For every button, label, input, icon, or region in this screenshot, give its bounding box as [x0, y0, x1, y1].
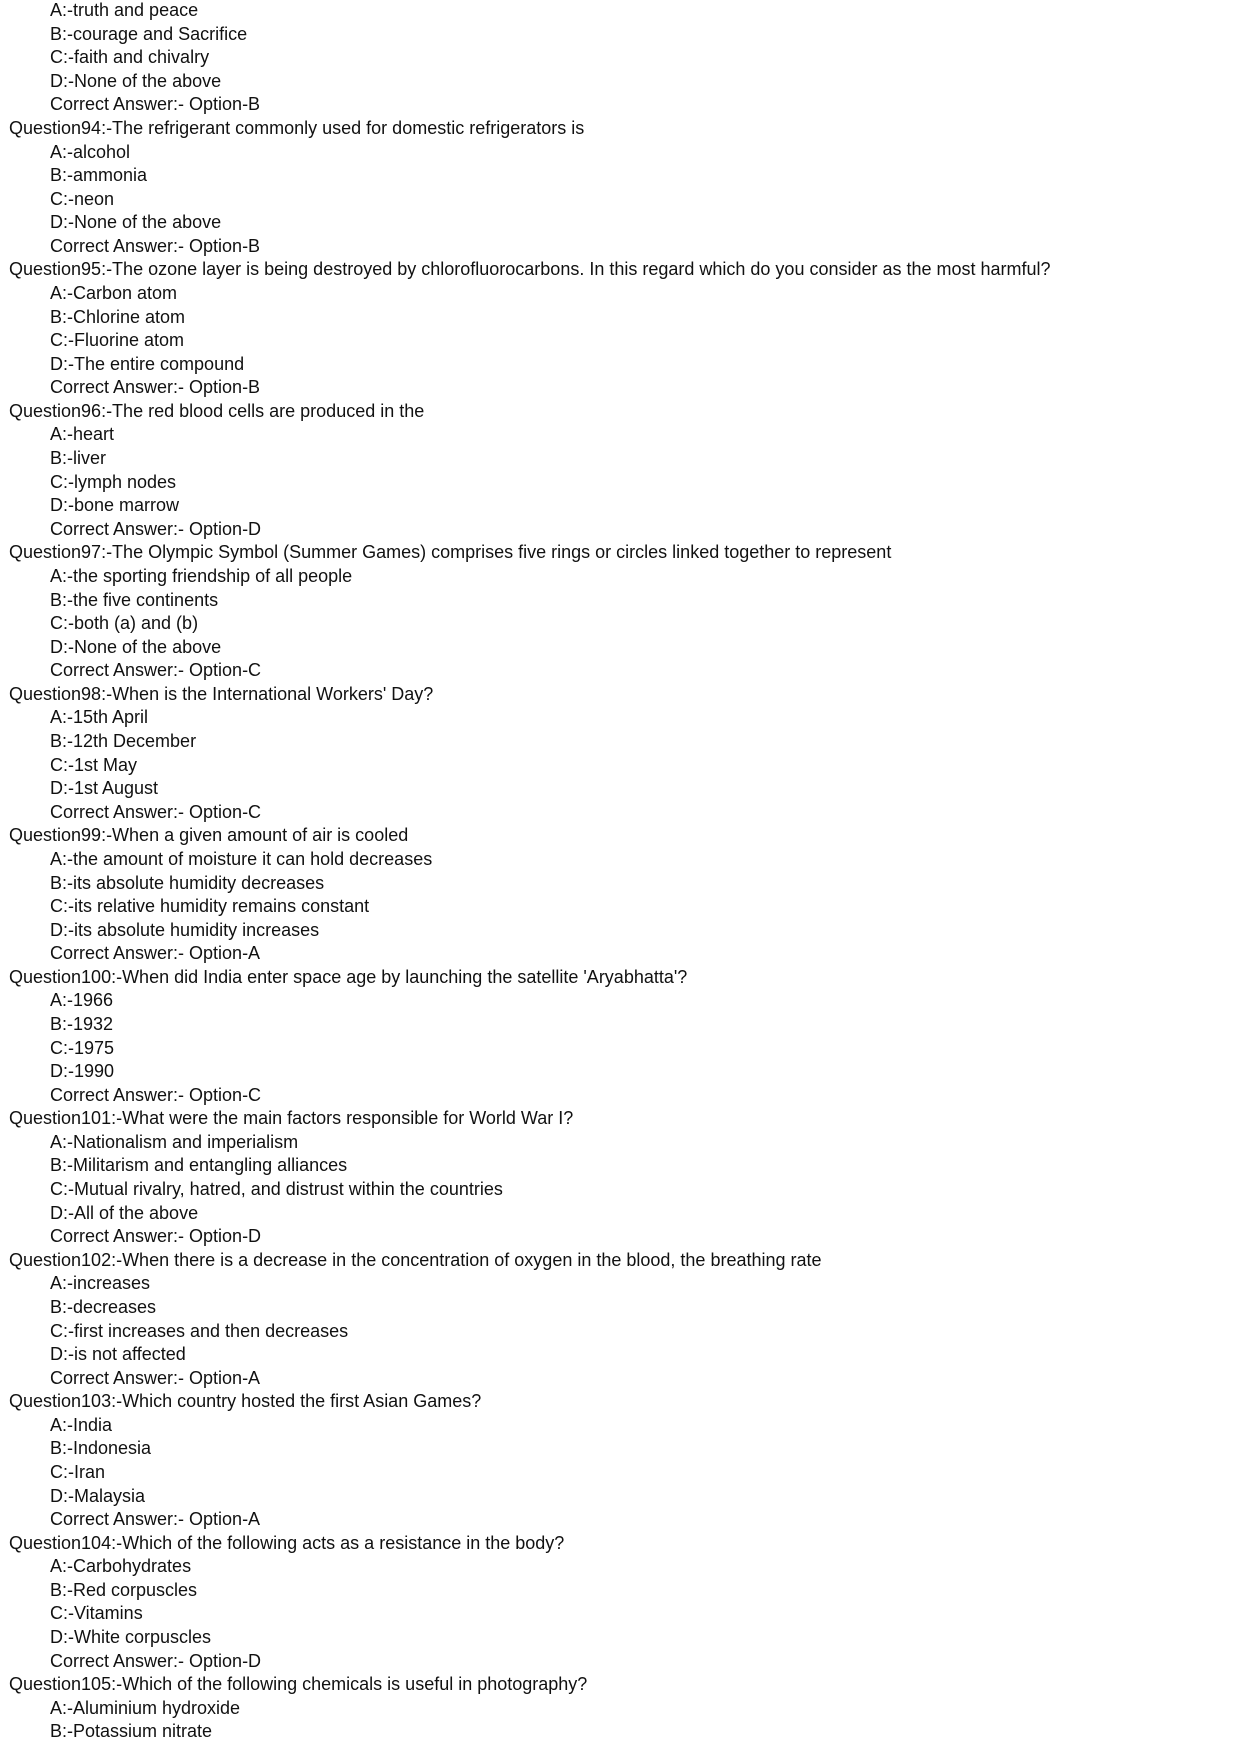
correct-answer: Correct Answer:- Option-A — [50, 943, 261, 964]
question-text: Question102:-When there is a decrease in the concentration of oxygen in the blood, the breathing rate — [9, 1249, 822, 1270]
question-text: Question101:-What were the main factors responsible for World War I? — [9, 1108, 574, 1129]
option-d: D:-The entire compound — [50, 353, 245, 374]
option-b: B:-Indonesia — [50, 1438, 152, 1459]
option-a: A:-truth and peace — [50, 0, 199, 20]
option-a: A:-Carbon atom — [50, 283, 178, 303]
option-b: B:-ammonia — [50, 165, 148, 186]
option-b: B:-12th December — [50, 731, 197, 751]
question-text: Question98:-When is the International Workers' Day? — [9, 683, 434, 704]
correct-answer: Correct Answer:- Option-D — [50, 1226, 262, 1247]
option-b: B:-Militarism and entangling alliances — [50, 1155, 348, 1176]
option-d: D:-bone marrow — [50, 495, 180, 516]
option-a: A:-15th April — [50, 707, 149, 728]
option-c: C:-1975 — [50, 1037, 115, 1058]
option-d: D:-All of the above — [50, 1202, 199, 1223]
option-c: C:-its relative humidity remains constant — [50, 896, 370, 916]
option-d: D:-is not affected — [50, 1344, 186, 1365]
option-d: D:-None of the above — [50, 636, 222, 657]
option-d: D:-White corpuscles — [50, 1627, 212, 1647]
option-d: D:-1st August — [50, 778, 159, 799]
option-a: A:-India — [50, 1414, 113, 1435]
option-b: B:-Chlorine atom — [50, 306, 186, 327]
option-c: C:-first increases and then decreases — [50, 1320, 349, 1341]
option-b: B:-Potassium nitrate — [50, 1721, 213, 1742]
option-d: D:-None of the above — [50, 70, 222, 91]
option-b: B:-the five continents — [50, 589, 219, 610]
option-c: C:-Mutual rivalry, hatred, and distrust within the countries — [50, 1179, 503, 1199]
correct-answer: Correct Answer:- Option-A — [50, 1367, 261, 1388]
question-text: Question95:-The ozone layer is being destroyed by chlorofluorocarbons. In this regard which do you consider as the most harmful? — [9, 259, 1051, 280]
option-d: D:-1990 — [50, 1061, 115, 1082]
correct-answer: Correct Answer:- Option-C — [50, 1084, 262, 1105]
option-a: A:-the sporting friendship of all people — [50, 565, 353, 586]
option-c: C:-faith and chivalry — [50, 47, 210, 68]
question-text: Question97:-The Olympic Symbol (Summer Games) comprises five rings or circles linked together to represent — [9, 542, 892, 563]
option-c: C:-both (a) and (b) — [50, 613, 199, 634]
question-text: Question94:-The refrigerant commonly used for domestic refrigerators is — [9, 117, 585, 138]
option-c: C:-Iran — [50, 1462, 106, 1482]
option-c: C:-neon — [50, 188, 115, 209]
option-d: D:-its absolute humidity increases — [50, 919, 320, 940]
option-a: A:-Carbohydrates — [50, 1556, 192, 1577]
option-d: D:-None of the above — [50, 212, 222, 233]
correct-answer: Correct Answer:- Option-D — [50, 1650, 262, 1671]
correct-answer: Correct Answer:- Option-A — [50, 1509, 261, 1530]
correct-answer: Correct Answer:- Option-C — [50, 660, 262, 681]
question-text: Question103:-Which country hosted the first Asian Games? — [9, 1391, 482, 1412]
option-d: D:-Malaysia — [50, 1485, 146, 1506]
option-a: A:-alcohol — [50, 141, 131, 162]
question-text: Question96:-The red blood cells are produced in the — [9, 400, 425, 421]
option-b: B:-Red corpuscles — [50, 1579, 198, 1600]
option-c: C:-lymph nodes — [50, 471, 177, 492]
question-text: Question105:-Which of the following chemicals is useful in photography? — [9, 1674, 588, 1695]
correct-answer: Correct Answer:- Option-B — [50, 94, 261, 115]
option-a: A:-1966 — [50, 990, 114, 1011]
option-a: A:-increases — [50, 1273, 151, 1294]
option-c: C:-1st May — [50, 754, 138, 775]
option-b: B:-its absolute humidity decreases — [50, 872, 325, 893]
option-b: B:-decreases — [50, 1296, 157, 1317]
option-a: A:-heart — [50, 424, 115, 445]
correct-answer: Correct Answer:- Option-B — [50, 377, 261, 398]
option-b: B:-liver — [50, 448, 107, 468]
question-text: Question99:-When a given amount of air is cooled — [9, 825, 409, 846]
option-c: C:-Vitamins — [50, 1603, 143, 1624]
correct-answer: Correct Answer:- Option-C — [50, 801, 262, 822]
option-b: B:-courage and Sacrifice — [50, 23, 248, 44]
correct-answer: Correct Answer:- Option-D — [50, 518, 262, 539]
option-b: B:-1932 — [50, 1013, 114, 1034]
question-text: Question104:-Which of the following acts as a resistance in the body? — [9, 1532, 565, 1553]
correct-answer: Correct Answer:- Option-B — [50, 235, 261, 256]
option-a: A:-the amount of moisture it can hold decreases — [50, 848, 433, 869]
option-a: A:-Nationalism and imperialism — [50, 1131, 299, 1152]
option-c: C:-Fluorine atom — [50, 330, 185, 351]
option-a: A:-Aluminium hydroxide — [50, 1697, 241, 1718]
question-text: Question100:-When did India enter space age by launching the satellite 'Aryabhatta'? — [9, 966, 688, 987]
